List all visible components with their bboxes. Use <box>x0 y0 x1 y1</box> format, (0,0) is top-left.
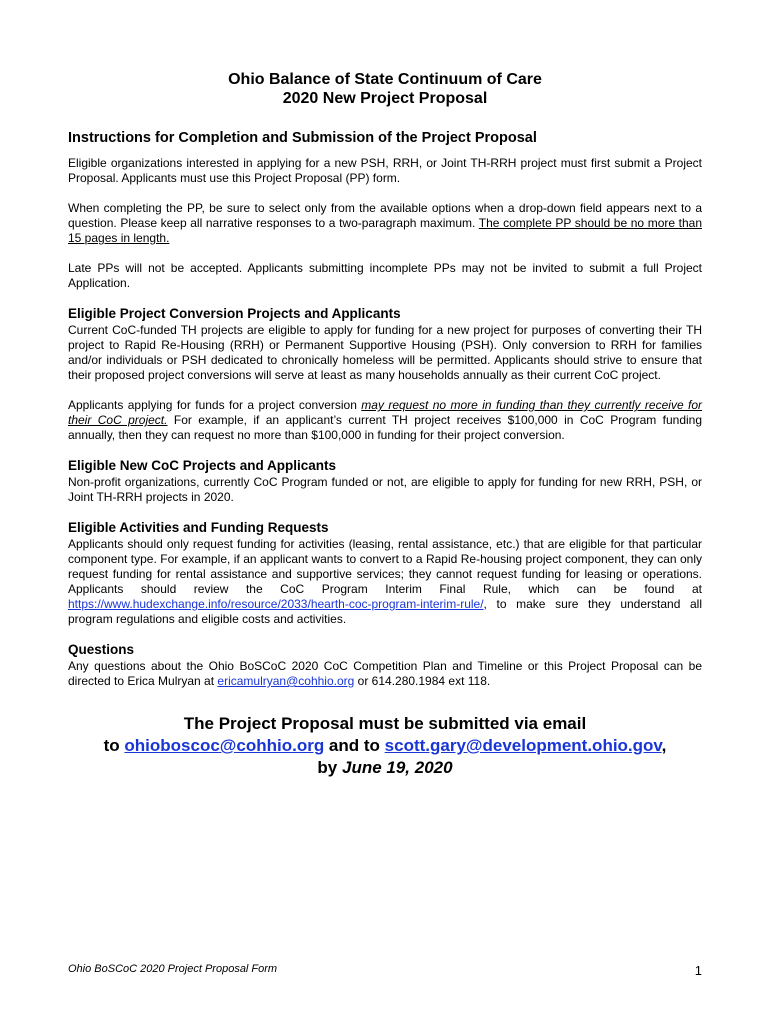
activities-heading: Eligible Activities and Funding Requests <box>68 520 329 535</box>
instructions-paragraph-2-text: When completing the PP, be sure to select only from the available options when a drop-down field appears next to a question. Please keep all narrative responses to a two-paragraph maximum. <box>68 201 702 230</box>
submission-and-text: and to <box>324 736 385 755</box>
footer-form-name: Ohio BoSCoC 2020 Project Proposal Form <box>68 963 278 975</box>
activities-paragraph <box>68 537 702 627</box>
interim-rule-link[interactable]: https://www.hudexchange.info/resource/2033/hearth-coc-program-interim-rule/ <box>68 597 484 611</box>
instructions-heading: Instructions for Completion and Submission of the Project Proposal <box>68 130 537 146</box>
submission-comma: , <box>661 736 667 755</box>
activities-paragraph-rest: , to make sure they understand all program regulations and eligible costs and activities. <box>68 597 702 626</box>
questions-heading: Questions <box>68 642 135 657</box>
new-projects-paragraph: Non-profit organizations, currently CoC Program funded or not, are eligible to apply for funding for new RRH, PSH, or Joint TH-RRH projects in 2020. <box>68 475 702 504</box>
new-projects-heading: Eligible New CoC Projects and Applicants <box>68 458 337 473</box>
document-title-line1: Ohio Balance of State Continuum of Care <box>228 71 542 88</box>
submission-line-1: The Project Proposal must be submitted via email <box>183 714 587 733</box>
instructions-paragraph-2 <box>68 201 702 246</box>
questions-paragraph-text: Any questions about the Ohio BoSCoC 2020 CoC Competition Plan and Timeline or this Project Proposal can be directed to Erica Mulryan at <box>68 659 702 688</box>
contact-email-link[interactable]: ericamulryan@cohhio.org <box>217 674 355 688</box>
footer-page-number: 1 <box>694 963 702 978</box>
submission-line-3 <box>68 757 702 779</box>
submission-email-1-link[interactable]: ohioboscoc@cohhio.org <box>124 736 325 755</box>
conversion-paragraph-1: Current CoC-funded TH projects are eligible to apply for funding for a new project for purposes of converting their TH project to Rapid Re-Housing (RRH) or Permanent Supportive Housing (PSH). Only conversion to RRH for families and/or individuals or PSH dedicated to chronically homeless will be permitted. Applicants should strive to ensure that their proposed project conversions will serve at least as many households annually as their current CoC project. <box>68 323 702 382</box>
conversion-paragraph-2 <box>68 398 702 443</box>
conversion-paragraph-2-rest: For example, if an applicant’s current TH project receives $100,000 in CoC Program funding annually, then they can request no more than $100,000 in funding for their project conversion. <box>68 413 703 442</box>
submission-notice <box>68 713 702 779</box>
conversion-heading: Eligible Project Conversion Projects and Applicants <box>68 306 401 321</box>
submission-line-2 <box>68 735 702 757</box>
submission-by-text: by <box>317 758 342 777</box>
conversion-paragraph-2-text: Applicants applying for funds for a project conversion <box>68 398 362 412</box>
instructions-paragraph-3: Late PPs will not be accepted. Applicants submitting incomplete PPs may not be invited to submit a full Project Application. <box>68 261 702 290</box>
submission-email-2-link[interactable]: scott.gary@development.ohio.gov <box>384 736 662 755</box>
page-limit-note: The complete PP should be no more than 15 pages in length. <box>68 216 703 245</box>
questions-paragraph <box>68 659 702 689</box>
document-page <box>68 70 702 779</box>
instructions-paragraph-1: Eligible organizations interested in applying for a new PSH, RRH, or Joint TH-RRH project must first submit a Project Proposal. Applicants must use this Project Proposal (PP) form. <box>68 156 702 185</box>
questions-paragraph-rest: or 614.280.1984 ext 118. <box>354 674 491 688</box>
due-date: June 19, 2020 <box>341 758 453 777</box>
document-title-line2: 2020 New Project Proposal <box>282 90 488 107</box>
activities-paragraph-text: Applicants should only request funding for activities (leasing, rental assistance, etc.) that are eligible for that particular component type. For example, if an applicant wants to convert to a Rapid Re-housing project component, they can only request funding for rental assistance and supportive services; they cannot request funding for leasing or operations. Applicants should review the CoC Program Interim Final Rule, which can be found at <box>68 537 702 596</box>
submission-to-text: to <box>103 736 125 755</box>
funding-limit-note: may request no more in funding than they currently receive for their CoC project. <box>68 398 703 427</box>
